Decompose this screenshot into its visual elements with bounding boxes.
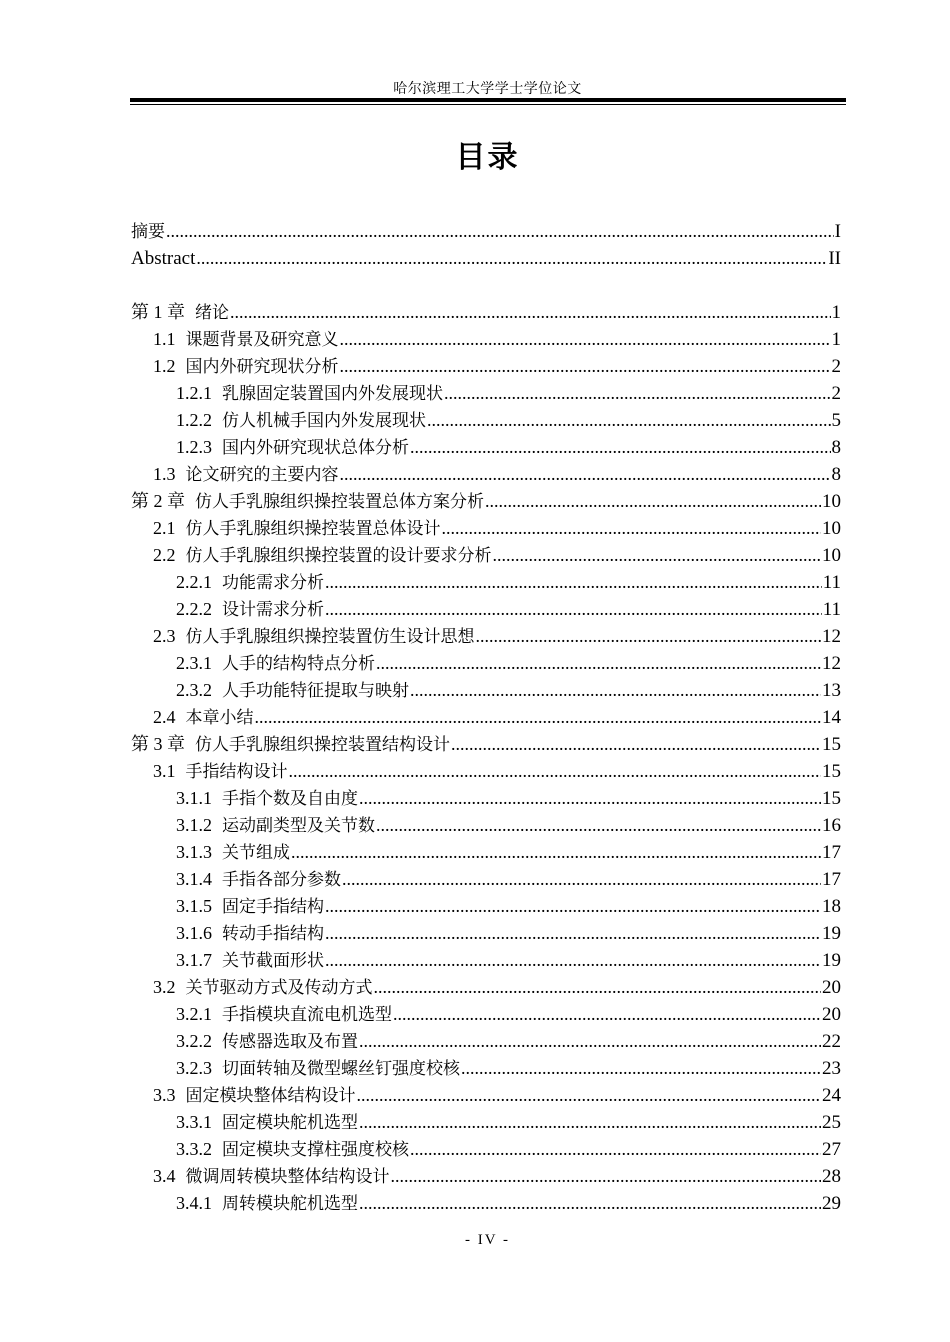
toc-entry[interactable] [131,488,841,515]
toc-leader-dots [442,515,822,542]
toc-entry-page: 18 [822,896,841,917]
toc-leader-dots [393,1001,821,1028]
toc-entry-label: 关节驱动方式及传动方式 [185,978,373,998]
toc-leader-dots [291,839,821,866]
toc-entry[interactable] [131,785,841,812]
toc-entry-number: 3.2.1 [176,1004,212,1024]
toc-entry[interactable] [131,758,841,785]
toc-leader-dots [325,596,822,623]
toc-entry-page: 19 [822,923,841,944]
toc-entry-number: 2.3 [153,626,176,646]
toc-entry-number: 3.1.1 [176,788,212,808]
toc-entry[interactable] [131,515,841,542]
toc-entry-page: 1 [831,302,841,323]
toc-entry-label: 关节截面形状 [222,951,324,971]
toc-entry-page: 17 [822,869,841,890]
toc-entry[interactable] [131,1082,841,1109]
toc-entry-page: 2 [831,383,841,404]
toc-entry-page: 2 [831,356,841,377]
toc-leader-dots [325,947,821,974]
toc-leader-dots [359,1190,821,1217]
toc-leader-dots [376,812,821,839]
running-header: 哈尔滨理工大学学士学位论文 [393,81,582,97]
toc-entry-label: 仿人手乳腺组织操控装置结构设计 [195,735,450,755]
toc-entry[interactable] [131,704,841,731]
toc-entry-page: 8 [831,437,841,458]
toc-entry-label: 手指结构设计 [185,762,288,782]
toc-leader-dots [374,974,822,1001]
toc-entry[interactable] [131,1136,841,1163]
toc-entry[interactable] [131,677,841,704]
toc-entry[interactable] [131,326,841,353]
toc-entry[interactable] [131,380,841,407]
toc-entry-number: 第 2 章 [131,491,185,511]
toc-entry-page: 19 [822,950,841,971]
toc-entry-number: 1.2 [153,356,176,376]
toc-entry-number: 3.4.1 [176,1193,212,1213]
toc-entry-page: 24 [822,1085,841,1106]
toc-entry-label: 人手的结构特点分析 [222,654,375,674]
toc-entry-number: 第 3 章 [131,734,185,754]
toc-entry-label: 仿人手乳腺组织操控装置总体方案分析 [195,492,484,512]
toc-entry[interactable] [131,623,841,650]
toc-entry-number: 3.2 [153,977,176,997]
toc-entry[interactable] [131,407,841,434]
toc-entry-number: 3.2.3 [176,1058,212,1078]
toc-leader-dots [427,407,831,434]
toc-entry-page: 11 [822,599,841,620]
toc-entry-page: 13 [822,680,841,701]
toc-entry-label: 国内外研究现状分析 [185,357,339,377]
toc-entry[interactable] [131,731,841,758]
toc-leader-dots [289,758,822,785]
toc-entry-page: 23 [822,1058,841,1079]
toc-entry-number: 3.3.2 [176,1139,212,1159]
toc-entry-number: 1.2.3 [176,437,212,457]
toc-entry-page: 10 [822,518,841,539]
toc-leader-dots [342,866,821,893]
toc-entry[interactable] [131,1109,841,1136]
toc-entry-label: 设计需求分析 [222,600,324,620]
toc-entry-label: 传感器选取及布置 [222,1032,358,1052]
toc-entry-page: 22 [822,1031,841,1052]
toc-entry-number: 2.2.1 [176,572,212,592]
toc-entry-number: 2.1 [153,518,176,538]
toc-entry-number: 1.2.2 [176,410,212,430]
toc-entry[interactable] [131,299,841,326]
toc-leader-dots [357,1082,822,1109]
toc-entry-number: 3.1.4 [176,869,212,889]
toc-entry-page: 17 [822,842,841,863]
toc-title: 目录 [455,140,520,175]
toc-entry[interactable] [131,353,841,380]
toc-entry-number: 2.3.2 [176,680,212,700]
toc-entry-label: 固定手指结构 [222,897,324,917]
toc-entry-page: I [834,221,841,242]
toc-leader-dots [493,542,822,569]
toc-leader-dots [340,461,831,488]
toc-entry-page: 16 [822,815,841,836]
toc-entry-number: 3.2.2 [176,1031,212,1051]
toc-leader-dots [391,1163,822,1190]
toc-entry-label: 固定模块舵机选型 [222,1113,358,1133]
toc-entry[interactable] [131,434,841,461]
toc-leader-dots [359,1109,821,1136]
toc-entry-number: 2.3.1 [176,653,212,673]
toc-entry-number: 3.1 [153,761,176,781]
toc-entry-page: 12 [822,653,841,674]
toc-entry-label: 本章小结 [185,708,254,728]
toc-leader-dots [230,299,831,326]
table-of-contents [131,218,841,1217]
toc-entry-page: 5 [831,410,841,431]
toc-entry-label: 固定模块整体结构设计 [185,1086,356,1106]
toc-leader-dots [476,623,822,650]
toc-entry[interactable] [131,839,841,866]
toc-entry-number: 1.3 [153,464,176,484]
toc-entry-number: 2.2.2 [176,599,212,619]
toc-leader-dots [359,785,821,812]
toc-entry-label: 微调周转模块整体结构设计 [185,1167,390,1187]
toc-entry-number: 3.1.2 [176,815,212,835]
toc-leader-dots [340,326,831,353]
toc-entry-label: 课题背景及研究意义 [185,330,339,350]
toc-entry-number: 3.1.6 [176,923,212,943]
toc-entry-label: 仿人机械手国内外发展现状 [222,411,426,431]
toc-leader-dots [255,704,822,731]
toc-entry-number: 第 1 章 [131,302,185,322]
toc-entry-page: 20 [822,977,841,998]
toc-entry-label: 手指模块直流电机选型 [222,1005,392,1025]
toc-entry-label: 仿人手乳腺组织操控装置的设计要求分析 [185,546,492,566]
toc-leader-dots [325,569,822,596]
toc-entry[interactable] [131,1001,841,1028]
toc-entry-label: 转动手指结构 [222,924,324,944]
toc-entry[interactable] [131,947,841,974]
toc-leader-dots [340,353,831,380]
toc-entry-label: 运动副类型及关节数 [222,816,375,836]
toc-entry-label: 手指个数及自由度 [222,789,358,809]
toc-entry-page: 28 [822,1166,841,1187]
toc-entry[interactable] [131,866,841,893]
toc-entry[interactable] [131,893,841,920]
toc-entry-page: 25 [822,1112,841,1133]
toc-entry-label: 论文研究的主要内容 [185,465,339,485]
toc-entry-page: 20 [822,1004,841,1025]
toc-entry-page: 27 [822,1139,841,1160]
toc-entry-label: 功能需求分析 [222,573,324,593]
toc-entry-label: 绪论 [195,303,229,323]
toc-entry[interactable] [131,974,841,1001]
toc-entry[interactable] [131,650,841,677]
toc-leader-dots [410,677,821,704]
toc-entry[interactable] [131,1028,841,1055]
toc-entry-number: 3.4 [153,1166,176,1186]
toc-leader-dots [376,650,821,677]
toc-leader-dots [196,245,827,272]
toc-entry-page: 15 [822,788,841,809]
toc-leader-dots [325,893,821,920]
toc-entry[interactable] [131,596,841,623]
toc-entry-number: 3.3 [153,1085,176,1105]
toc-entry-page: 14 [822,707,841,728]
toc-entry-number: 3.3.1 [176,1112,212,1132]
toc-leader-dots [451,731,821,758]
toc-entry[interactable] [131,542,841,569]
toc-entry[interactable] [131,1055,841,1082]
toc-entry-page: 15 [822,734,841,755]
toc-leader-dots [166,218,834,245]
toc-entry-page: II [828,248,841,269]
toc-entry-number: 3.1.7 [176,950,212,970]
toc-entry-label: 乳腺固定装置国内外发展现状 [222,384,443,404]
toc-entry-page: 29 [822,1193,841,1214]
toc-entry-label: 仿人手乳腺组织操控装置仿生设计思想 [185,627,475,647]
toc-leader-dots [485,488,821,515]
toc-entry-number: 3.1.5 [176,896,212,916]
toc-entry-number: 3.1.3 [176,842,212,862]
toc-entry[interactable] [131,569,841,596]
toc-leader-dots [461,1055,821,1082]
toc-entry-label: 固定模块支撑柱强度校核 [222,1140,409,1160]
toc-entry-page: 15 [822,761,841,782]
toc-entry-number: 2.2 [153,545,176,565]
toc-entry-label: 切面转轴及微型螺丝钉强度校核 [222,1059,460,1079]
toc-entry[interactable] [131,461,841,488]
toc-leader-dots [410,1136,821,1163]
header-rule-thick [130,98,846,102]
toc-entry-number: 1.1 [153,329,176,349]
toc-entry-label: 手指各部分参数 [222,870,341,890]
toc-entry-number: 1.2.1 [176,383,212,403]
toc-entry-page: 12 [822,626,841,647]
toc-entry-page: 10 [822,545,841,566]
toc-entry[interactable] [131,1190,841,1217]
toc-leader-dots [444,380,831,407]
toc-entry[interactable] [131,218,841,245]
toc-entry-label: 周转模块舵机选型 [222,1194,358,1214]
toc-entry-label: 国内外研究现状总体分析 [222,438,409,458]
toc-entry-label: Abstract [131,248,196,269]
toc-entry[interactable] [131,245,841,272]
toc-entry-label: 人手功能特征提取与映射 [222,681,409,701]
toc-entry-page: 8 [831,464,841,485]
toc-entry[interactable] [131,1163,841,1190]
toc-entry-label: 摘要 [131,222,165,242]
toc-entry[interactable] [131,920,841,947]
toc-entry-number: 2.4 [153,707,176,727]
toc-entry-page: 10 [822,491,841,512]
toc-entry-page: 1 [831,329,841,350]
page-number: - IV - [464,1232,511,1248]
toc-entry[interactable] [131,812,841,839]
toc-entry-label: 仿人手乳腺组织操控装置总体设计 [185,519,441,539]
toc-entry-label: 关节组成 [222,843,290,863]
toc-leader-dots [325,920,821,947]
toc-leader-dots [410,434,831,461]
header-rule-thin [130,104,846,105]
toc-entry-page: 11 [822,572,841,593]
toc-leader-dots [359,1028,821,1055]
